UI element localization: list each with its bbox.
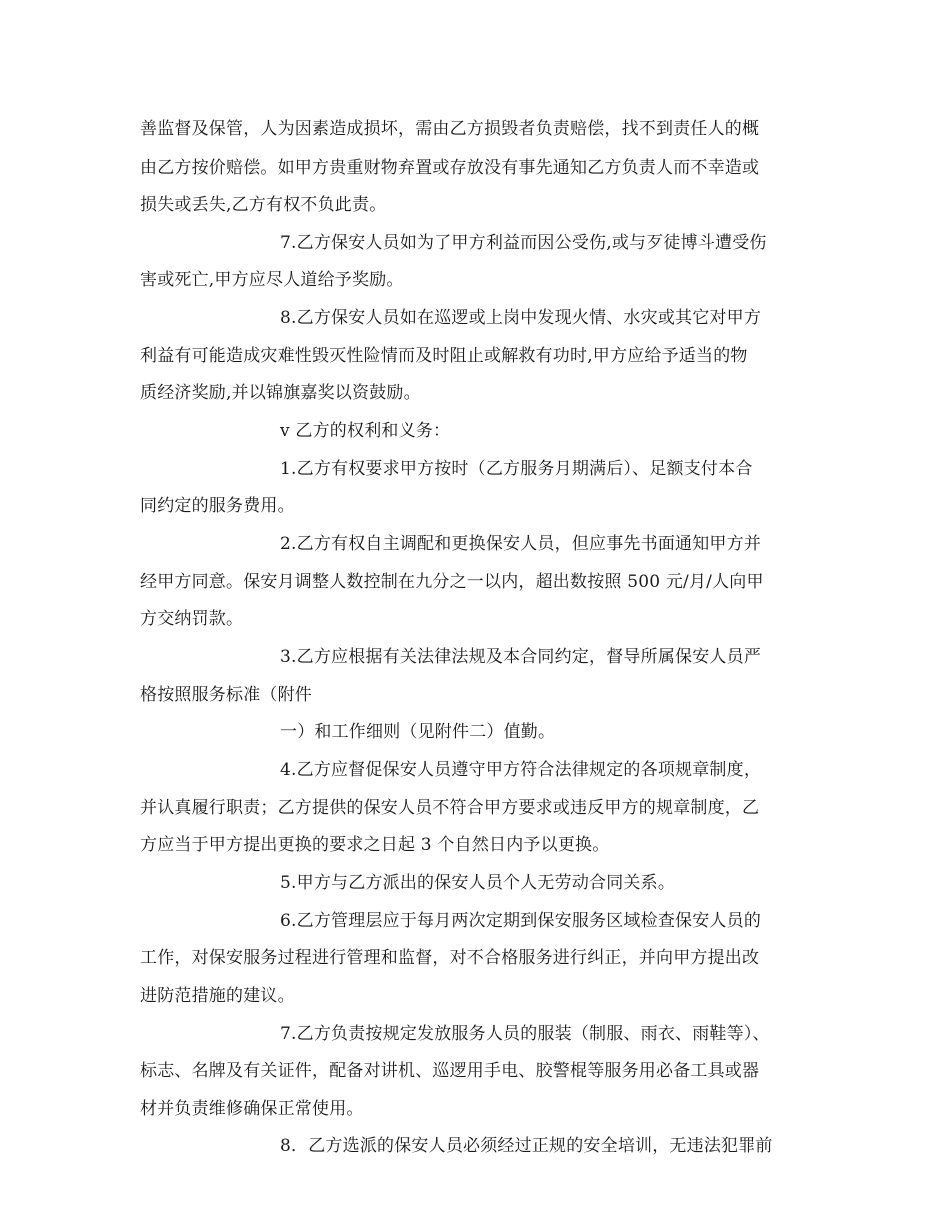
text-line: 由乙方按价赔偿。如甲方贵重财物弃置或存放没有事先通知乙方负责人而不幸造或 [140,158,760,178]
text-line: 4.乙方应督促保安人员遵守甲方符合法律规定的各项规章制度， [280,760,762,780]
text-line: 善监督及保管，人为因素造成损坏，需由乙方损毁者负责赔偿，找不到责任人的概 [140,119,760,139]
section-heading: v 乙方的权利和义务： [280,421,451,441]
text-line: 6.乙方管理层应于每月两次定期到保安服务区域检查保安人员的 [280,911,762,931]
text-line: 8．乙方选派的保安人员必须经过正规的安全培训，无违法犯罪前 [280,1136,773,1156]
text-line: 方应当于甲方提出更换的要求之日起 3 个自然日内予以更换。 [140,835,610,855]
text-line: 格按照服务标准（附件 [140,685,312,705]
text-line: 利益有可能造成灾难性毁灭性险情而及时阻止或解救有功时,甲方应给予适当的物 [140,346,748,366]
text-line: 3.乙方应根据有关法律法规及本合同约定，督导所属保安人员严 [280,647,762,667]
text-line: 经甲方同意。保安月调整人数控制在九分之一以内，超出数按照 500 元/月/人向甲 [140,572,764,592]
text-line: 2.乙方有权自主调配和更换保安人员，但应事先书面通知甲方并 [280,534,762,554]
text-line: 1.乙方有权要求甲方按时（乙方服务月期满后）、足额支付本合 [280,459,753,479]
text-line: 7.乙方保安人员如为了甲方利益而因公受伤,或与歹徒博斗遭受伤 [280,233,767,253]
text-line: 害或死亡,甲方应尽人道给予奖励。 [140,270,404,290]
text-line: 材并负责维修确保正常使用。 [140,1099,364,1119]
text-line: 同约定的服务费用。 [140,496,295,516]
text-line: 工作，对保安服务过程进行管理和监督，对不合格服务进行纠正，并向甲方提出改 [140,948,760,968]
text-line: 一）和工作细则（见附件二）值勤。 [280,722,556,742]
text-line: 5.甲方与乙方派出的保安人员个人无劳动合同关系。 [280,873,676,893]
text-line: 进防范措施的建议。 [140,986,295,1006]
text-line: 损失或丢失,乙方有权不负此责。 [140,195,387,215]
text-line: 质经济奖励,并以锦旗嘉奖以资鼓励。 [140,383,421,403]
text-line: 7.乙方负责按规定发放服务人员的服装（制服、雨衣、雨鞋等）、 [280,1024,770,1044]
text-line: 标志、名牌及有关证件，配备对讲机、巡逻用手电、胶警棍等服务用必备工具或器 [140,1061,760,1081]
text-line: 8.乙方保安人员如在巡逻或上岗中发现火情、水灾或其它对甲方 [280,308,762,328]
text-line: 并认真履行职责；乙方提供的保安人员不符合甲方要求或违反甲方的规章制度，乙 [140,798,760,818]
text-line: 方交纳罚款。 [140,609,244,629]
